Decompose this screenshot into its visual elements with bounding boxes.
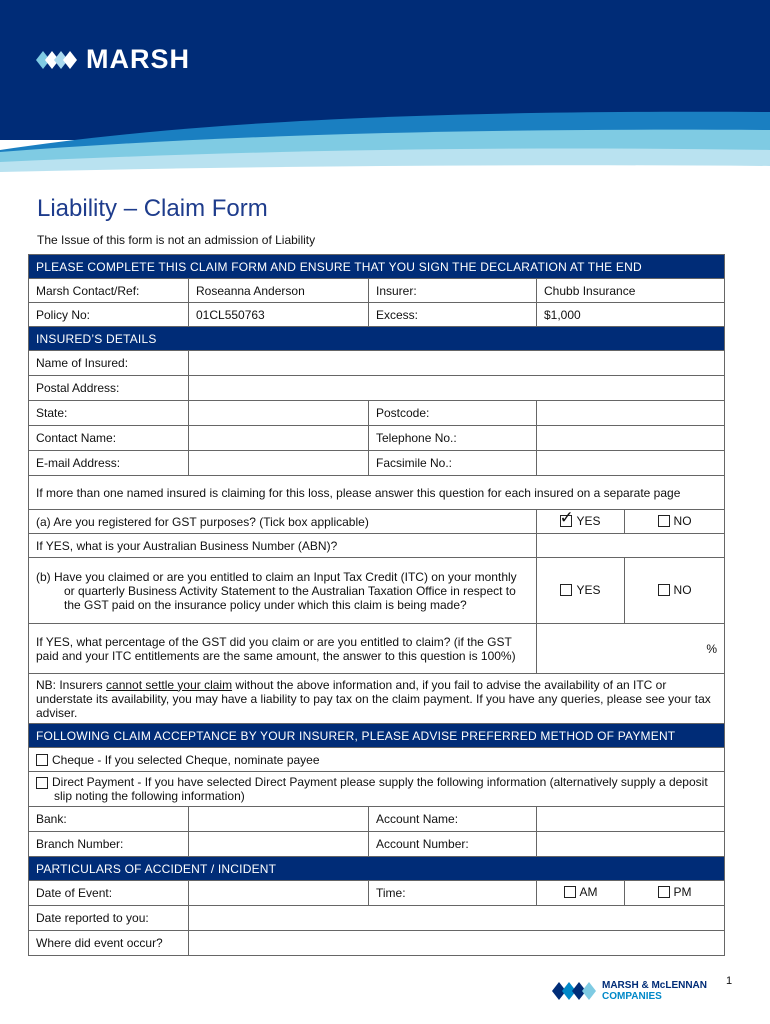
marsh-logo-text: MARSH bbox=[86, 44, 190, 74]
date-of-event-label: Date of Event: bbox=[29, 881, 189, 906]
direct-payment-label: Direct Payment - If you have selected Direct Payment please supply the following information (alternatively supply a deposit slip noting the following information) bbox=[52, 775, 708, 803]
abn-question: If YES, what is your Australian Business Number (ABN)? bbox=[29, 534, 537, 558]
bank-field[interactable] bbox=[189, 807, 369, 832]
mmc-logo-icon bbox=[552, 978, 596, 1004]
email-field[interactable] bbox=[189, 451, 369, 476]
excess-field[interactable]: $1,000 bbox=[537, 303, 725, 327]
percent-sign: % bbox=[706, 641, 718, 656]
gst-note bbox=[29, 674, 725, 724]
header-wave bbox=[0, 0, 770, 180]
account-number-label: Account Number: bbox=[369, 832, 537, 857]
page-header bbox=[0, 0, 770, 180]
branch-number-label: Branch Number: bbox=[29, 832, 189, 857]
facsimile-field[interactable] bbox=[537, 451, 725, 476]
marsh-logo bbox=[36, 44, 190, 75]
am-option[interactable] bbox=[537, 881, 625, 906]
checkmark-icon: ✓ bbox=[559, 507, 574, 527]
form-subtitle: The Issue of this form is not an admission of Liability bbox=[37, 233, 316, 247]
gst-a-no-label: NO bbox=[673, 513, 692, 528]
pm-option[interactable] bbox=[625, 881, 725, 906]
pm-checkbox[interactable] bbox=[658, 886, 670, 898]
cheque-checkbox[interactable] bbox=[36, 754, 48, 766]
am-label: AM bbox=[579, 885, 598, 899]
gst-b-no-option[interactable] bbox=[625, 558, 725, 624]
section-header-payment: FOLLOWING CLAIM ACCEPTANCE BY YOUR INSURER, PLEASE ADVISE PREFERRED METHOD OF PAYMENT bbox=[29, 724, 725, 748]
gst-a-no-checkbox[interactable] bbox=[658, 515, 670, 527]
direct-payment-checkbox[interactable] bbox=[36, 777, 48, 789]
gst-a-yes-label: YES bbox=[576, 513, 601, 528]
gst-percentage-field[interactable] bbox=[537, 624, 725, 674]
policy-no-field[interactable]: 01CL550763 bbox=[189, 303, 369, 327]
state-field[interactable] bbox=[189, 401, 369, 426]
name-of-insured-field[interactable] bbox=[189, 351, 725, 376]
excess-label: Excess: bbox=[369, 303, 537, 327]
section-header-particulars: PARTICULARS OF ACCIDENT / INCIDENT bbox=[29, 857, 725, 881]
account-name-field[interactable] bbox=[537, 807, 725, 832]
gst-a-yes-checkbox[interactable] bbox=[559, 507, 574, 527]
gst-question-b-text: (b) Have you claimed or are you entitled to claim an Input Tax Credit (ITC) on your monthly or quarterly Business Activity Statement to the Australian Taxation Office in respect to the GST paid on the insurance policy under which this claim is being made? bbox=[36, 569, 517, 612]
gst-b-yes-label: YES bbox=[576, 582, 601, 597]
gst-note-prefix: NB: Insurers bbox=[36, 677, 107, 692]
gst-b-yes-option[interactable] bbox=[537, 558, 625, 624]
gst-question-a: (a) Are you registered for GST purposes? (Tick box applicable) bbox=[29, 510, 537, 534]
date-reported-label: Date reported to you: bbox=[29, 906, 189, 931]
gst-a-yes-option[interactable] bbox=[537, 507, 625, 534]
gst-b-no-label: NO bbox=[673, 582, 692, 597]
account-name-label: Account Name: bbox=[369, 807, 537, 832]
mmc-logo bbox=[552, 978, 707, 1004]
gst-percentage-question: If YES, what percentage of the GST did you claim or are you entitled to claim? (if the GST paid and your ITC entitlements are the same amount, the answer to this question is 100%) bbox=[29, 624, 537, 674]
am-checkbox[interactable] bbox=[564, 886, 576, 898]
gst-note-suffix: without the above information and, if you fail to advise the availability of an ITC or understate its availability, you may have a liability to pay tax on the claim payment. If you have any queries, please see your tax adviser. bbox=[36, 677, 711, 720]
state-label: State: bbox=[29, 401, 189, 426]
abn-field[interactable] bbox=[537, 534, 725, 558]
time-label: Time: bbox=[369, 881, 537, 906]
gst-b-yes-checkbox[interactable] bbox=[560, 584, 572, 596]
telephone-label: Telephone No.: bbox=[369, 426, 537, 451]
gst-b-no-checkbox[interactable] bbox=[658, 584, 670, 596]
page-number: 1 bbox=[726, 975, 733, 987]
gst-a-no-option[interactable] bbox=[625, 510, 725, 534]
event-location-label: Where did event occur? bbox=[29, 931, 189, 956]
cheque-option[interactable] bbox=[29, 748, 725, 772]
date-of-event-field[interactable] bbox=[189, 881, 369, 906]
pm-label: PM bbox=[673, 885, 692, 899]
postcode-label: Postcode: bbox=[369, 401, 537, 426]
insurer-label: Insurer: bbox=[369, 279, 537, 303]
cheque-label: Cheque - If you selected Cheque, nominate payee bbox=[52, 752, 320, 767]
section-header-complete: PLEASE COMPLETE THIS CLAIM FORM AND ENSURE THAT YOU SIGN THE DECLARATION AT THE END bbox=[29, 255, 725, 279]
marsh-contact-field[interactable]: Roseanna Anderson bbox=[189, 279, 369, 303]
account-number-field[interactable] bbox=[537, 832, 725, 857]
contact-name-label: Contact Name: bbox=[29, 426, 189, 451]
direct-payment-option[interactable] bbox=[29, 772, 725, 807]
branch-number-field[interactable] bbox=[189, 832, 369, 857]
gst-intro-text: If more than one named insured is claiming for this loss, please answer this question for each insured on a separate page bbox=[29, 476, 725, 510]
form-title: Liability – Claim Form bbox=[37, 195, 268, 222]
date-reported-field[interactable] bbox=[189, 906, 725, 931]
facsimile-label: Facsimile No.: bbox=[369, 451, 537, 476]
policy-no-label: Policy No: bbox=[29, 303, 189, 327]
marsh-logo-icon bbox=[36, 47, 78, 73]
claim-form-table bbox=[28, 254, 725, 956]
postal-address-label: Postal Address: bbox=[29, 376, 189, 401]
mmc-logo-line2: COMPANIES bbox=[602, 991, 662, 1002]
event-location-field[interactable] bbox=[189, 931, 725, 956]
postal-address-field[interactable] bbox=[189, 376, 725, 401]
bank-label: Bank: bbox=[29, 807, 189, 832]
gst-note-emphasis: cannot settle your claim bbox=[106, 677, 233, 692]
gst-question-b bbox=[29, 558, 537, 624]
mmc-logo-text bbox=[602, 980, 707, 1002]
mmc-logo-line1: MARSH & McLENNAN bbox=[602, 980, 707, 991]
marsh-contact-label: Marsh Contact/Ref: bbox=[29, 279, 189, 303]
telephone-field[interactable] bbox=[537, 426, 725, 451]
postcode-field[interactable] bbox=[537, 401, 725, 426]
name-of-insured-label: Name of Insured: bbox=[29, 351, 189, 376]
contact-name-field[interactable] bbox=[189, 426, 369, 451]
insurer-field[interactable]: Chubb Insurance bbox=[537, 279, 725, 303]
email-label: E-mail Address: bbox=[29, 451, 189, 476]
section-header-insured: INSURED’S DETAILS bbox=[29, 327, 725, 351]
